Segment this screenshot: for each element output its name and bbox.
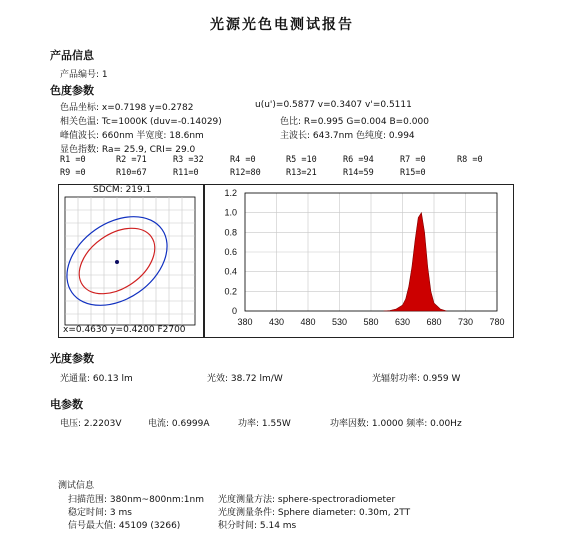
y-tick-label: 0.8 [224,227,237,238]
max-signal: 信号最大值: 45109 (3266) [68,521,181,531]
x-tick-label: 780 [489,317,505,327]
chromaticity-coords: 色品坐标: x=0.7198 y=0.2782 [60,103,194,113]
photometric-heading: 光度参数 [50,352,94,365]
x-tick-label: 380 [237,317,253,327]
r-value: R4 =0 [230,155,256,165]
r-value: R15=0 [400,168,426,178]
y-tick-label: 0.2 [224,286,237,297]
r-value: R5 =10 [286,155,317,165]
color-params-heading: 色度参数 [50,84,94,97]
sdcm-value: SDCM: 219.1 [93,185,152,195]
electrical-heading: 电参数 [50,398,83,411]
test-info-heading: 测试信息 [58,481,95,491]
r-value: R3 =32 [173,155,204,165]
r-value: R8 =0 [457,155,483,165]
stabilization-time: 稳定时间: 3 ms [68,508,132,518]
r-value: R11=0 [173,168,199,178]
x-tick-label: 480 [300,317,316,327]
r-value: R2 =71 [116,155,147,165]
color-rendering-index: 显色指数: Ra= 25.9, CRI= 29.0 [60,145,196,155]
r-value: R13=21 [286,168,317,178]
x-tick-label: 580 [363,317,379,327]
sdcm-panel [58,184,204,338]
luminous-efficacy: 光效: 38.72 lm/W [207,374,283,384]
r-value: R12=80 [230,168,261,178]
x-tick-label: 730 [457,317,474,327]
r-value: R9 =0 [60,168,86,178]
r-value: R1 =0 [60,155,86,165]
x-tick-label: 680 [426,317,442,327]
product-info-heading: 产品信息 [50,49,94,62]
spectrum-panel [204,184,514,338]
y-tick-label: 1.0 [224,207,237,218]
integration-time: 积分时间: 5.14 ms [218,521,297,531]
sdcm-ellipse-plot [59,185,203,337]
r-value: R6 =94 [343,155,374,165]
luminous-flux: 光通量: 60.13 lm [60,374,133,384]
dominant-wavelength: 主波长: 643.7nm 色纯度: 0.994 [280,131,415,141]
uv-coords: u(u')=0.5877 v=0.3407 v'=0.5111 [255,100,412,110]
scan-range: 扫描范围: 380nm~800nm:1nm [68,495,204,505]
cct: 相关色温: Tc=1000K (duv=-0.14029) [60,117,222,127]
x-tick-label: 630 [394,317,411,327]
spectrum-area [384,213,447,311]
y-tick-label: 0.6 [224,247,237,257]
power: 功率: 1.55W [238,419,291,429]
x-tick-label: 530 [331,317,348,327]
y-tick-label: 1.2 [224,188,237,198]
x-tick-label: 430 [268,317,285,327]
voltage: 电压: 2.2203V [60,419,122,429]
current: 电流: 0.6999A [148,419,210,429]
y-tick-label: 0 [231,306,237,316]
color-ratio: 色比: R=0.995 G=0.004 B=0.000 [280,117,429,127]
y-tick-label: 0.4 [224,266,237,277]
peak-wavelength: 峰值波长: 660nm 半宽度: 18.6nm [60,131,204,141]
spectrum-chart [205,185,513,337]
cie-reference-coord: x=0.4630 y=0.4200 F2700 [63,325,186,335]
product-number: 产品编号: 1 [60,70,108,80]
center-point [115,260,119,264]
radiant-power: 光辐射功率: 0.959 W [372,374,461,384]
report-title: 光源光色电测试报告 [210,17,354,33]
r-value: R10=67 [116,168,147,178]
measurement-condition: 光度测量条件: Sphere diameter: 0.30m, 2TT [218,508,411,518]
r-value: R7 =0 [400,155,426,165]
measurement-method: 光度测量方法: sphere-spectroradiometer [218,495,396,505]
power-factor-frequency: 功率因数: 1.0000 频率: 0.00Hz [330,419,462,429]
r-value: R14=59 [343,168,374,178]
